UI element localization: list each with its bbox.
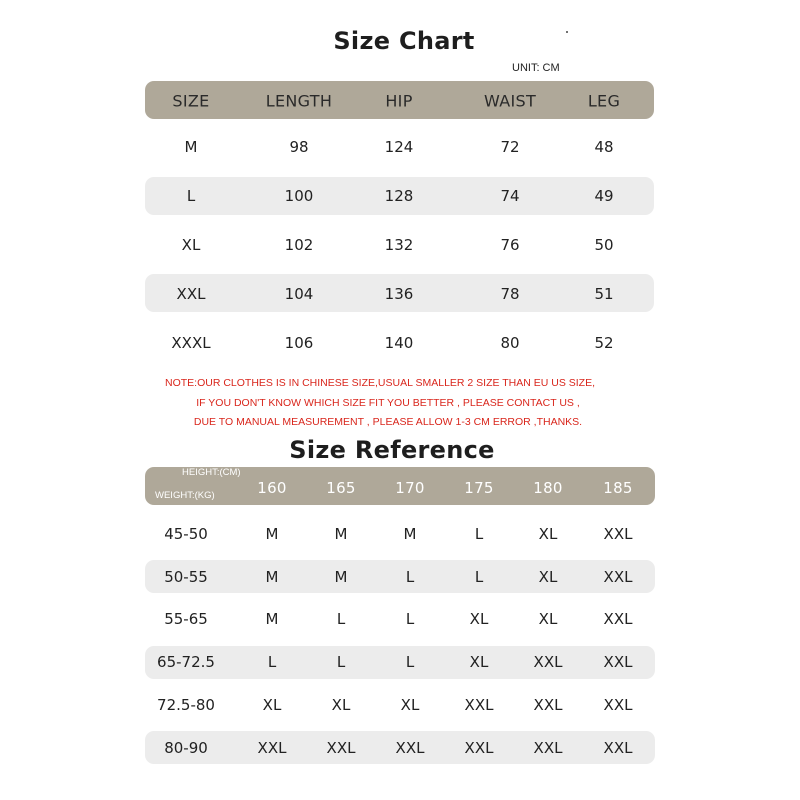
- size-reference-size-cell: XL: [469, 610, 489, 628]
- size-reference-size-cell: L: [474, 568, 484, 586]
- size-reference-size-cell: M: [265, 568, 279, 586]
- size-reference-size-cell: XL: [538, 610, 558, 628]
- size-chart-cell: 74: [500, 187, 520, 205]
- size-chart-cell: L: [186, 187, 196, 205]
- size-reference-weight-cell: 65-72.5: [157, 653, 215, 671]
- size-chart-cell: 52: [594, 334, 614, 352]
- size-chart-cell: 124: [384, 138, 414, 156]
- size-chart-cell: 132: [384, 236, 414, 254]
- size-chart-cell: 48: [594, 138, 614, 156]
- size-reference-size-cell: L: [336, 653, 346, 671]
- size-chart-cell: 102: [284, 236, 314, 254]
- size-reference-size-cell: XXL: [533, 739, 563, 757]
- note-line-1: NOTE:OUR CLOTHES IS IN CHINESE SIZE,USUAL SMALLER 2 SIZE THAN EU US SIZE,: [164, 377, 595, 389]
- size-chart-cell: XXL: [176, 285, 206, 303]
- size-reference-height-cell: 185: [603, 479, 633, 497]
- size-chart-header-cell: WAIST: [483, 91, 537, 111]
- size-reference-height-cell: 180: [533, 479, 563, 497]
- size-chart-cell: 49: [594, 187, 614, 205]
- size-chart-header-cell: SIZE: [172, 91, 210, 111]
- size-reference-size-cell: XXL: [603, 653, 633, 671]
- size-reference-size-cell: XL: [262, 696, 282, 714]
- weight-axis-label: WEIGHT:(KG): [155, 490, 215, 501]
- size-chart-cell: 78: [500, 285, 520, 303]
- size-reference-size-cell: XXL: [533, 696, 563, 714]
- size-chart-header-cell: LENGTH: [265, 91, 333, 111]
- size-reference-size-cell: XXL: [464, 739, 494, 757]
- size-reference-size-cell: XXL: [257, 739, 287, 757]
- size-reference-size-cell: M: [403, 525, 417, 543]
- size-chart-cell: 50: [594, 236, 614, 254]
- size-reference-size-cell: L: [405, 610, 415, 628]
- size-reference-size-cell: L: [474, 525, 484, 543]
- size-reference-size-cell: XL: [331, 696, 351, 714]
- size-reference-size-cell: XXL: [603, 739, 633, 757]
- size-reference-size-cell: M: [265, 525, 279, 543]
- size-reference-size-cell: XXL: [603, 568, 633, 586]
- size-reference-size-cell: XXL: [603, 610, 633, 628]
- size-chart-header-cell: LEG: [587, 91, 621, 111]
- size-reference-size-cell: L: [405, 568, 415, 586]
- size-reference-size-cell: M: [265, 610, 279, 628]
- size-chart-cell: 140: [384, 334, 414, 352]
- size-reference-stripe-1: [145, 560, 655, 593]
- unit-label: UNIT: CM: [512, 62, 560, 74]
- size-reference-size-cell: M: [334, 525, 348, 543]
- size-reference-height-cell: 160: [257, 479, 287, 497]
- size-reference-size-cell: XXL: [395, 739, 425, 757]
- size-chart-cell: 98: [289, 138, 309, 156]
- size-reference-weight-cell: 55-65: [164, 610, 208, 628]
- size-reference-height-cell: 175: [464, 479, 494, 497]
- size-reference-size-cell: XXL: [603, 525, 633, 543]
- size-reference-size-cell: L: [336, 610, 346, 628]
- decorative-dot: [566, 31, 568, 33]
- size-reference-size-cell: L: [267, 653, 277, 671]
- size-reference-size-cell: XXL: [464, 696, 494, 714]
- size-reference-weight-cell: 80-90: [164, 739, 208, 757]
- size-chart-cell: 100: [284, 187, 314, 205]
- size-reference-weight-cell: 72.5-80: [157, 696, 215, 714]
- size-reference-size-cell: XL: [538, 568, 558, 586]
- size-reference-size-cell: XL: [469, 653, 489, 671]
- size-reference-size-cell: XXL: [603, 696, 633, 714]
- size-reference-weight-cell: 50-55: [164, 568, 208, 586]
- size-chart-cell: 72: [500, 138, 520, 156]
- size-reference-stripe-2: [145, 646, 655, 679]
- size-chart-cell: 104: [284, 285, 314, 303]
- size-reference-size-cell: XL: [538, 525, 558, 543]
- size-reference-size-cell: XXL: [326, 739, 356, 757]
- note-line-3: DUE TO MANUAL MEASUREMENT , PLEASE ALLOW 1-3 CM ERROR ,THANKS.: [193, 416, 583, 428]
- size-chart-cell: XXXL: [171, 334, 211, 352]
- size-reference-height-cell: 165: [326, 479, 356, 497]
- size-chart-header-cell: HIP: [385, 91, 413, 111]
- size-chart-cell: XL: [181, 236, 201, 254]
- size-chart-cell: 80: [500, 334, 520, 352]
- size-chart-cell: 106: [284, 334, 314, 352]
- size-chart-cell: 51: [594, 285, 614, 303]
- size-reference-size-cell: XL: [400, 696, 420, 714]
- size-reference-size-cell: L: [405, 653, 415, 671]
- size-chart-cell: M: [184, 138, 198, 156]
- size-reference-size-cell: XXL: [533, 653, 563, 671]
- size-chart-cell: 128: [384, 187, 414, 205]
- size-chart-cell: 136: [384, 285, 414, 303]
- height-axis-label: HEIGHT:(CM): [182, 467, 241, 478]
- size-chart-cell: 76: [500, 236, 520, 254]
- size-reference-size-cell: M: [334, 568, 348, 586]
- note-line-2: IF YOU DON'T KNOW WHICH SIZE FIT YOU BETTER , PLEASE CONTACT US ,: [196, 397, 580, 409]
- size-reference-height-cell: 170: [395, 479, 425, 497]
- size-reference-weight-cell: 45-50: [164, 525, 208, 543]
- size-reference-title: Size Reference: [289, 436, 495, 464]
- size-chart-title: Size Chart: [333, 27, 475, 55]
